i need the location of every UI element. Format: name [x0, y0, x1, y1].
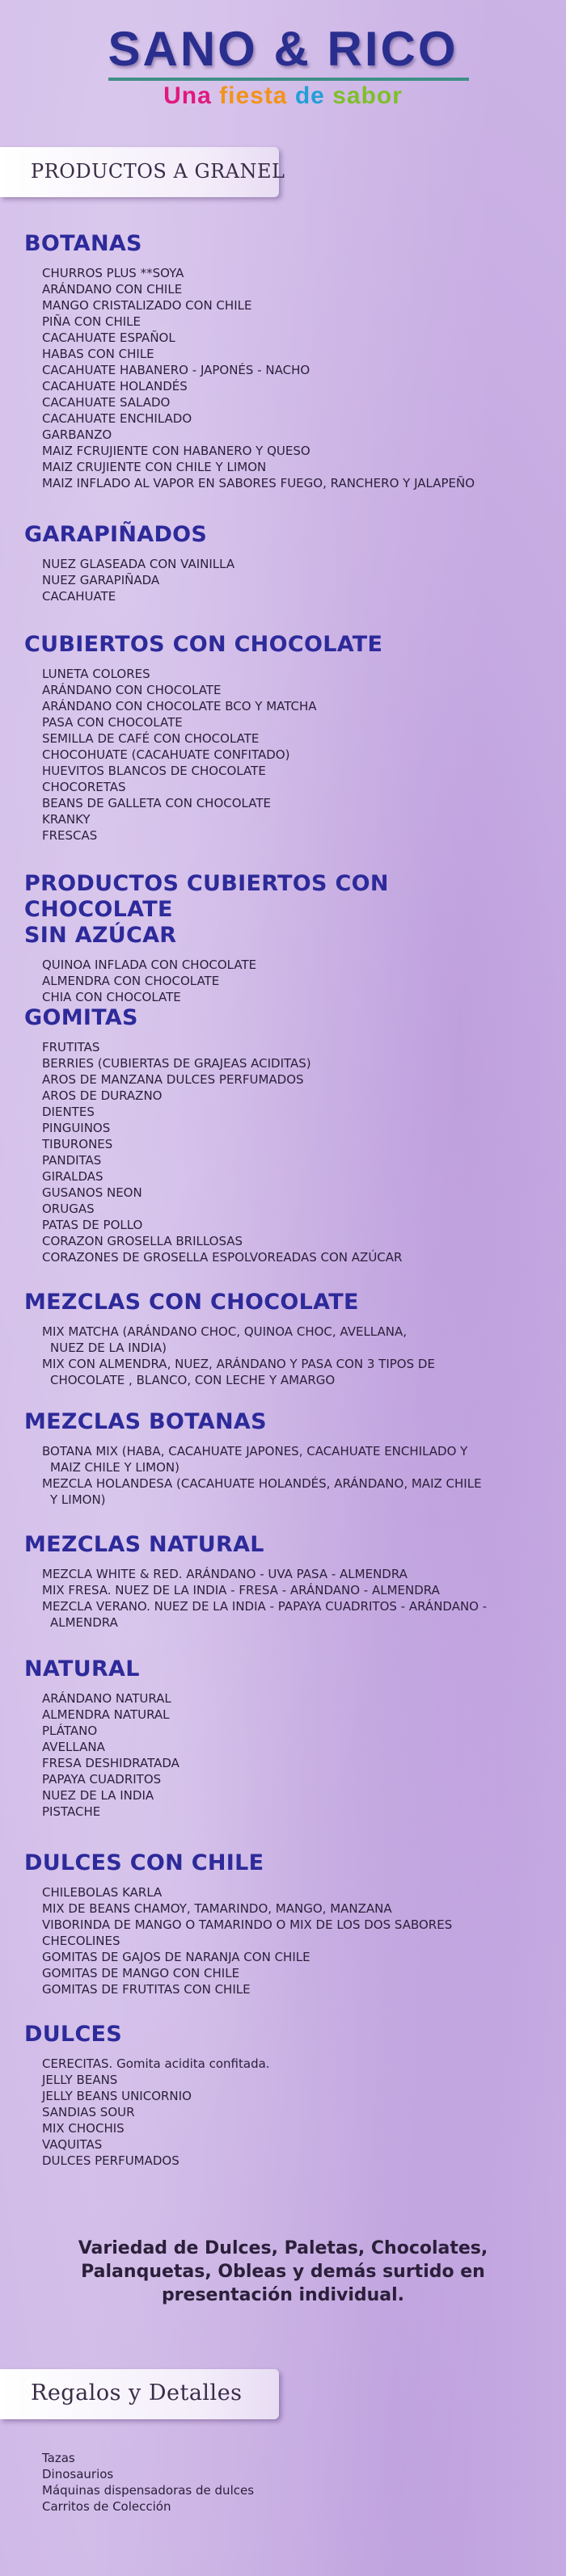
list-item-text: MIX DE BEANS CHAMOY, TAMARINDO, MANGO, MANZANA [42, 1901, 392, 1916]
list-item [42, 2056, 542, 2072]
tagline-word: sabor [332, 82, 403, 109]
section-title [24, 871, 542, 949]
list-item-text: HABAS CON CHILE [42, 347, 154, 361]
list-item [42, 2498, 254, 2515]
section-dulces [24, 2022, 542, 2169]
list-item-text: ARÁNDANO CON CHOCOLATE BCO Y MATCHA [42, 699, 317, 713]
list-item [42, 2104, 542, 2120]
header [0, 0, 566, 137]
list-item [42, 378, 542, 394]
list-item-text: CHOCOHUATE (CACAHUATE CONFITADO) [42, 747, 290, 762]
list-item-text: CACAHUATE HOLANDÉS [42, 379, 188, 394]
list-item-text: CHILEBOLAS KARLA [42, 1885, 163, 1900]
list-item [42, 2136, 542, 2153]
list-item [42, 666, 542, 682]
item-list [42, 1884, 542, 1997]
ribbon-granel-label: PRODUCTOS A GRANEL [31, 160, 285, 183]
section-cubiertos-chocolate [24, 632, 542, 844]
section-garapinados [24, 522, 542, 604]
section-mezclas-botanas [24, 1409, 542, 1508]
section-dulces-chile [24, 1850, 542, 1997]
list-item [42, 1356, 542, 1372]
list-item-text: Tazas [42, 2451, 75, 2465]
list-item-text: ALMENDRA NATURAL [42, 1707, 170, 1722]
list-item-text: GOMITAS DE GAJOS DE NARANJA CON CHILE [42, 1950, 310, 1964]
list-item [42, 410, 542, 427]
list-item-text: CACAHUATE [42, 589, 116, 604]
section-gomitas [24, 1005, 542, 1265]
list-item [42, 1324, 542, 1340]
list-item [42, 1614, 542, 1631]
list-item-text: NUEZ GLASEADA CON VAINILLA [42, 557, 235, 571]
list-item-text: ARÁNDANO CON CHOCOLATE [42, 683, 222, 697]
variedad-line: Palanquetas, Obleas y demás surtido en [81, 2262, 485, 2282]
list-item-text: PISTACHE [42, 1804, 101, 1819]
list-item-text: MEZCLA HOLANDESA (CACAHUATE HOLANDÉS, ARÁNDANO, MAIZ CHILE [42, 1476, 482, 1491]
list-item-text: SANDIAS SOUR [42, 2105, 135, 2119]
list-item [42, 1055, 542, 1071]
list-item [42, 475, 542, 491]
list-item-text: CACAHUATE SALADO [42, 395, 171, 410]
list-item [42, 1900, 542, 1917]
list-item-text: TIBURONES [42, 1137, 113, 1151]
list-item [42, 1690, 542, 1707]
list-item [42, 1459, 542, 1475]
list-item-text: HUEVITOS BLANCOS DE CHOCOLATE [42, 764, 266, 778]
list-item-text: LUNETA COLORES [42, 667, 150, 681]
list-item-text: PIÑA CON CHILE [42, 314, 141, 329]
item-list [42, 957, 542, 1005]
list-item [42, 394, 542, 410]
list-item [42, 747, 542, 763]
list-item [42, 1755, 542, 1771]
list-item [42, 811, 542, 827]
list-item-text: PAPAYA CUADRITOS [42, 1772, 162, 1787]
list-item [42, 281, 542, 297]
list-item-text: CHECOLINES [42, 1934, 120, 1948]
list-item [42, 1981, 542, 1997]
list-item-text: MAIZ CRUJIENTE CON CHILE Y LIMON [42, 460, 267, 474]
list-item-text: MAIZ FCRUJIENTE CON HABANERO Y QUESO [42, 444, 310, 458]
list-item-text: PANDITAS [42, 1153, 102, 1168]
list-item [42, 1136, 542, 1152]
list-item [42, 763, 542, 779]
list-item [42, 265, 542, 281]
list-item-text: SEMILLA DE CAFÉ CON CHOCOLATE [42, 731, 260, 746]
list-item [42, 2450, 254, 2466]
list-item [42, 795, 542, 811]
list-item-text: KRANKY [42, 812, 91, 827]
list-item-text: GIRALDAS [42, 1169, 103, 1184]
list-item-text: MEZCLA WHITE & RED. ARÁNDANO - UVA PASA - ALMENDRA [42, 1567, 408, 1581]
section-title-line: SIN AZÚCAR [24, 923, 177, 948]
list-item [42, 1340, 542, 1356]
list-item-text: QUINOA INFLADA CON CHOCOLATE [42, 958, 257, 972]
section-title: MEZCLAS CON CHOCOLATE [24, 1290, 359, 1315]
list-item-text: ALMENDRA CON CHOCOLATE [42, 974, 220, 988]
list-item [42, 1475, 542, 1492]
list-item [42, 779, 542, 795]
ribbon-regalos-label: Regalos y Detalles [31, 2380, 243, 2406]
section-natural [24, 1656, 542, 1820]
variedad-line: Variedad de Dulces, Paletas, Chocolates, [78, 2238, 488, 2258]
list-item [42, 2120, 542, 2136]
regalos-list [42, 2450, 254, 2515]
list-item [42, 427, 542, 443]
list-item [42, 572, 542, 588]
list-item [42, 698, 542, 714]
list-item [42, 1739, 542, 1755]
list-item-text: CHURROS PLUS **SOYA [42, 266, 184, 280]
list-item [42, 1152, 542, 1168]
list-item [42, 1201, 542, 1217]
list-item [42, 2072, 542, 2088]
list-item [42, 1120, 542, 1136]
list-item [42, 1443, 542, 1459]
list-item-text: GOMITAS DE MANGO CON CHILE [42, 1966, 240, 1980]
list-item [42, 1933, 542, 1949]
list-item [42, 682, 542, 698]
list-item-text: GOMITAS DE FRUTITAS CON CHILE [42, 1982, 251, 1997]
list-item-text: MAIZ INFLADO AL VAPOR EN SABORES FUEGO, RANCHERO Y JALAPEÑO [42, 476, 475, 490]
list-item [42, 1168, 542, 1185]
list-item-text: GUSANOS NEON [42, 1185, 142, 1200]
list-item [42, 1917, 542, 1933]
section-title: BOTANAS [24, 231, 142, 256]
section-title: CUBIERTOS CON CHOCOLATE [24, 632, 383, 657]
section-title: NATURAL [24, 1656, 140, 1682]
list-item-text: VIBORINDA DE MANGO O TAMARINDO O MIX DE LOS DOS SABORES [42, 1917, 453, 1932]
list-item-text: FRESCAS [42, 828, 98, 843]
item-list [42, 1443, 542, 1508]
section-title: DULCES CON CHILE [24, 1850, 264, 1875]
section-botanas [24, 231, 542, 491]
item-list [42, 1324, 542, 1388]
list-item-text: NUEZ DE LA INDIA [42, 1788, 154, 1803]
list-item [42, 973, 542, 989]
list-item [42, 556, 542, 572]
list-item [42, 330, 542, 346]
list-item-text: NUEZ GARAPIÑADA [42, 573, 160, 587]
list-item-text: BEANS DE GALLETA CON CHOCOLATE [42, 796, 271, 810]
section-title: MEZCLAS NATURAL [24, 1532, 264, 1557]
list-item-text: Carritos de Colección [42, 2499, 171, 2514]
item-list [42, 2056, 542, 2169]
list-item-text: JELLY BEANS [42, 2073, 118, 2087]
brand-underline [108, 78, 469, 81]
list-item-text: AROS DE MANZANA DULCES PERFUMADOS [42, 1072, 304, 1087]
list-item [42, 297, 542, 314]
list-item [42, 1088, 542, 1104]
list-item-text: MANGO CRISTALIZADO CON CHILE [42, 298, 252, 313]
list-item [42, 1771, 542, 1787]
list-item [42, 1233, 542, 1249]
list-item-text: BOTANA MIX (HABA, CACAHUATE JAPONES, CACAHUATE ENCHILADO Y [42, 1444, 468, 1458]
tagline [0, 82, 566, 110]
list-item [42, 1707, 542, 1723]
list-item [42, 1582, 542, 1598]
section-mezclas-natural [24, 1532, 542, 1631]
list-item [42, 1372, 542, 1388]
list-item-text: CERECITAS. Gomita acidita confitada. [42, 2056, 270, 2071]
item-list [42, 556, 542, 604]
list-item [42, 443, 542, 459]
section-title-line: PRODUCTOS CUBIERTOS CON CHOCOLATE [24, 871, 389, 922]
section-title: GOMITAS [24, 1005, 138, 1030]
list-item-text: MIX CON ALMENDRA, NUEZ, ARÁNDANO Y PASA CON 3 TIPOS DE [42, 1357, 435, 1371]
list-item [42, 1249, 542, 1265]
list-item [42, 314, 542, 330]
tagline-word: Una [163, 82, 212, 109]
list-item-text: CACAHUATE ESPAÑOL [42, 330, 175, 345]
list-item [42, 2088, 542, 2104]
variedad-note [65, 2237, 501, 2307]
list-item-text: FRESA DESHIDRATADA [42, 1756, 180, 1770]
list-item-text: PINGUINOS [42, 1121, 111, 1135]
list-item [42, 730, 542, 747]
item-list [42, 1039, 542, 1265]
list-item [42, 1492, 542, 1508]
list-item [42, 459, 542, 475]
list-item-text: ALMENDRA [50, 1615, 118, 1630]
list-item-text: ARÁNDANO NATURAL [42, 1691, 171, 1706]
item-list [42, 1566, 542, 1631]
list-item [42, 1804, 542, 1820]
list-item-text: MIX CHOCHIS [42, 2121, 125, 2136]
list-item-text: DULCES PERFUMADOS [42, 2153, 180, 2168]
list-item [42, 1039, 542, 1055]
list-item-text: MIX MATCHA (ARÁNDANO CHOC, QUINOA CHOC, AVELLANA, [42, 1324, 408, 1339]
section-mezclas-chocolate [24, 1290, 542, 1388]
section-sin-azucar [24, 871, 542, 1005]
section-title: GARAPIÑADOS [24, 522, 208, 547]
list-item [42, 1104, 542, 1120]
list-item [42, 2466, 254, 2482]
item-list [42, 265, 542, 491]
list-item-text: ARÁNDANO CON CHILE [42, 282, 183, 297]
list-item-text: CACAHUATE ENCHILADO [42, 411, 192, 426]
list-item [42, 1723, 542, 1739]
list-item [42, 1787, 542, 1804]
list-item-text: CORAZON GROSELLA BRILLOSAS [42, 1234, 243, 1248]
list-item-text: MIX FRESA. NUEZ DE LA INDIA - FRESA - ARÁNDANO - ALMENDRA [42, 1583, 440, 1597]
list-item [42, 714, 542, 730]
list-item-text: JELLY BEANS UNICORNIO [42, 2089, 192, 2103]
list-item-text: CHOCOLATE , BLANCO, CON LECHE Y AMARGO [50, 1373, 336, 1387]
list-item-text: AVELLANA [42, 1740, 105, 1754]
list-item-text: GARBANZO [42, 427, 112, 442]
list-item-text: PATAS DE POLLO [42, 1218, 143, 1232]
tagline-word: de [294, 82, 325, 109]
list-item-text: CORAZONES DE GROSELLA ESPOLVOREADAS CON AZÚCAR [42, 1250, 403, 1265]
list-item [42, 1217, 542, 1233]
ribbon-regalos [0, 2369, 279, 2419]
list-item-text: CACAHUATE HABANERO - JAPONÉS - NACHO [42, 363, 310, 377]
item-list [42, 1690, 542, 1820]
list-item [42, 1566, 542, 1582]
list-item-text: CHOCORETAS [42, 780, 126, 794]
list-item [42, 1071, 542, 1088]
list-item-text: NUEZ DE LA INDIA) [50, 1341, 167, 1355]
list-item-text: AROS DE DURAZNO [42, 1088, 163, 1103]
list-item [42, 989, 542, 1005]
list-item-text: VAQUITAS [42, 2137, 103, 2152]
tagline-word: fiesta [219, 82, 288, 109]
list-item [42, 2153, 542, 2169]
list-item-text: Dinosaurios [42, 2467, 114, 2481]
variedad-line: presentación individual. [161, 2285, 405, 2305]
item-list [42, 666, 542, 844]
list-item [42, 957, 542, 973]
ribbon-granel [0, 147, 285, 197]
brand-title: SANO & RICO [108, 22, 458, 76]
list-item-text: MAIZ CHILE Y LIMON) [50, 1460, 180, 1475]
list-item-text: DIENTES [42, 1105, 95, 1119]
list-item [42, 827, 542, 844]
list-item [42, 362, 542, 378]
list-item [42, 1884, 542, 1900]
list-item [42, 1965, 542, 1981]
list-item [42, 2482, 254, 2498]
list-item [42, 346, 542, 362]
list-item-text: ORUGAS [42, 1202, 95, 1216]
list-item-text: MEZCLA VERANO. NUEZ DE LA INDIA - PAPAYA CUADRITOS - ARÁNDANO - [42, 1599, 488, 1614]
list-item-text: PLÁTANO [42, 1724, 98, 1738]
list-item [42, 1949, 542, 1965]
section-title: MEZCLAS BOTANAS [24, 1409, 267, 1434]
list-item-text: Y LIMON) [50, 1492, 106, 1507]
list-item-text: Máquinas dispensadoras de dulces [42, 2483, 255, 2498]
list-item-text: FRUTITAS [42, 1040, 100, 1054]
section-title: DULCES [24, 2022, 123, 2047]
list-item-text: CHIA CON CHOCOLATE [42, 990, 181, 1004]
list-item [42, 1598, 542, 1614]
list-item-text: PASA CON CHOCOLATE [42, 715, 183, 730]
list-item [42, 588, 542, 604]
list-item [42, 1185, 542, 1201]
list-item-text: BERRIES (CUBIERTAS DE GRAJEAS ACIDITAS) [42, 1056, 311, 1071]
